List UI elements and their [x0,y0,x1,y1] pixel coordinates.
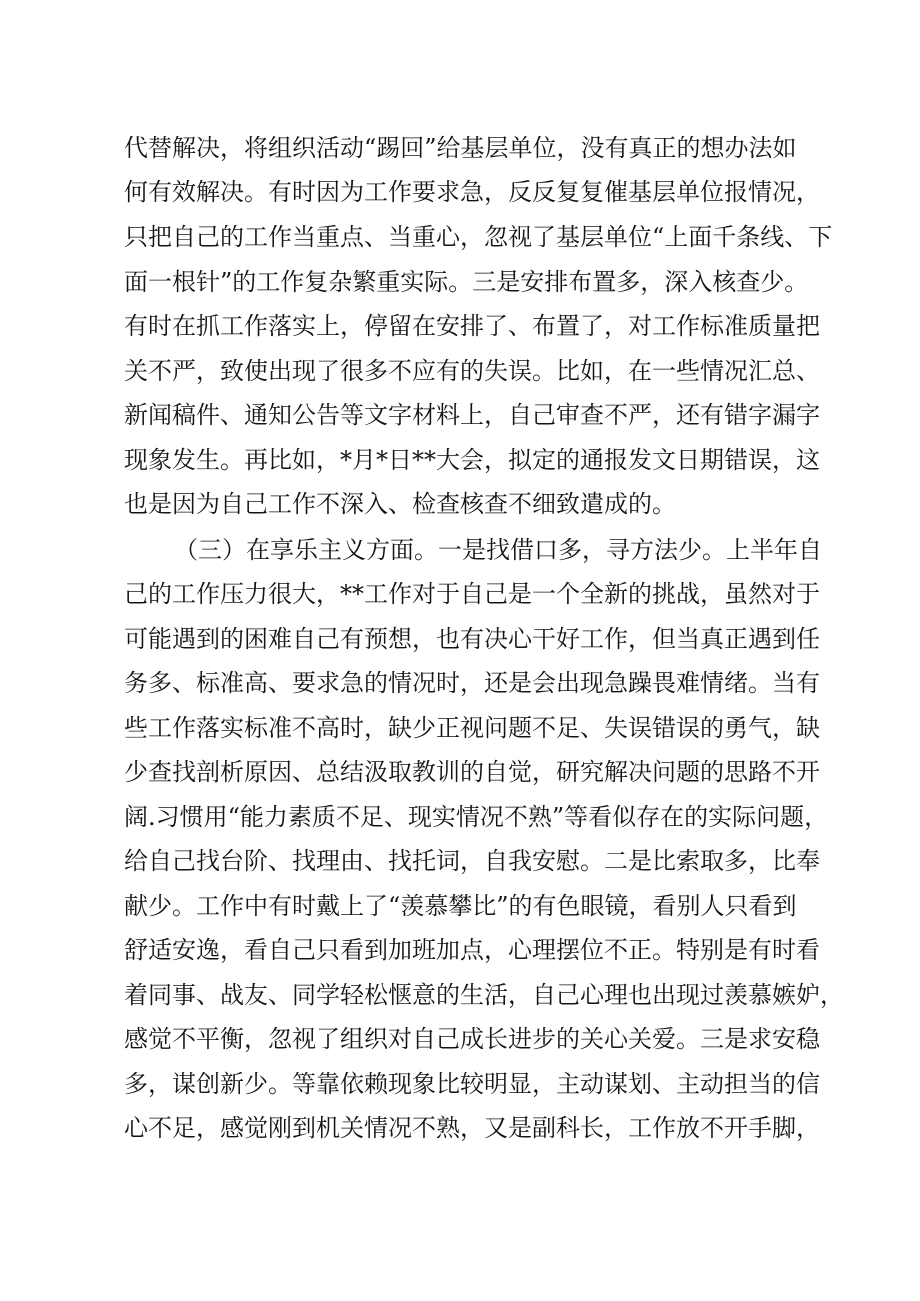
text-line: 新闻稿件、通知公告等文字材料上，自己审查不严，还有错字漏字 [124,401,820,429]
text-line: 献少。工作中有时戴上了“羡慕攀比”的有色眼镜，看别人只看到 [124,892,797,920]
text-line: 感觉不平衡，忽视了组织对自己成长进步的关心关爱。三是求安稳 [124,1025,820,1053]
text-line: 只把自己的工作当重点、当重心，忽视了基层单位“上面千条线、下 [124,223,833,251]
text-line: 己的工作压力很大，**工作对于自己是一个全新的挑战，虽然对于 [124,580,820,608]
text-line: 何有效解决。有时因为工作要求急，反反复复催基层单位报情况， [124,178,820,206]
text-line: 现象发生。再比如，*月*日**大会，拟定的通报发文日期错误，这 [124,446,820,474]
text-line: 少查找剖析原因、总结汲取教训的自觉，研究解决问题的思路不开 [124,758,820,786]
text-line: 着同事、战友、同学轻松惬意的生活，自己心理也出现过羡慕嫉妒， [124,981,844,1009]
text-line: 些工作落实标准不高时，缺少正视问题不足、失误错误的勇气，缺 [124,714,820,742]
text-line: 务多、标准高、要求急的情况时，还是会出现急躁畏难情绪。当有 [124,669,820,697]
text-line: 给自己找台阶、找理由、找托词，自我安慰。二是比索取多，比奉 [124,847,820,875]
text-line: 关不严，致使出现了很多不应有的失误。比如，在一些情况汇总、 [124,357,820,385]
text-line: 心不足，感觉刚到机关情况不熟，又是副科长，工作放不开手脚， [124,1114,820,1142]
text-line: 有时在抓工作落实上，停留在安排了、布置了，对工作标准质量把 [124,312,820,340]
paragraph-heading-line: （三）在享乐主义方面。一是找借口多，寻方法少。上半年自 [174,536,822,564]
text-line: 可能遇到的困难自己有预想，也有决心干好工作，但当真正遇到任 [124,625,820,653]
text-line: 舒适安逸，看自己只看到加班加点，心理摆位不正。特别是有时看 [124,936,820,964]
text-line: 面一根针”的工作复杂繁重实际。三是安排布置多，深入核查少。 [124,268,809,296]
text-line: 阔.习惯用“能力素质不足、现实情况不熟”等看似存在的实际问题， [124,803,829,831]
text-line: 也是因为自己工作不深入、检查核查不细致遣成的。 [124,490,676,518]
text-line: 代替解决，将组织活动“踢回”给基层单位，没有真正的想办法如 [124,134,797,162]
text-line: 多，谋创新少。等靠依赖现象比较明显，主动谋划、主动担当的信 [124,1070,820,1098]
